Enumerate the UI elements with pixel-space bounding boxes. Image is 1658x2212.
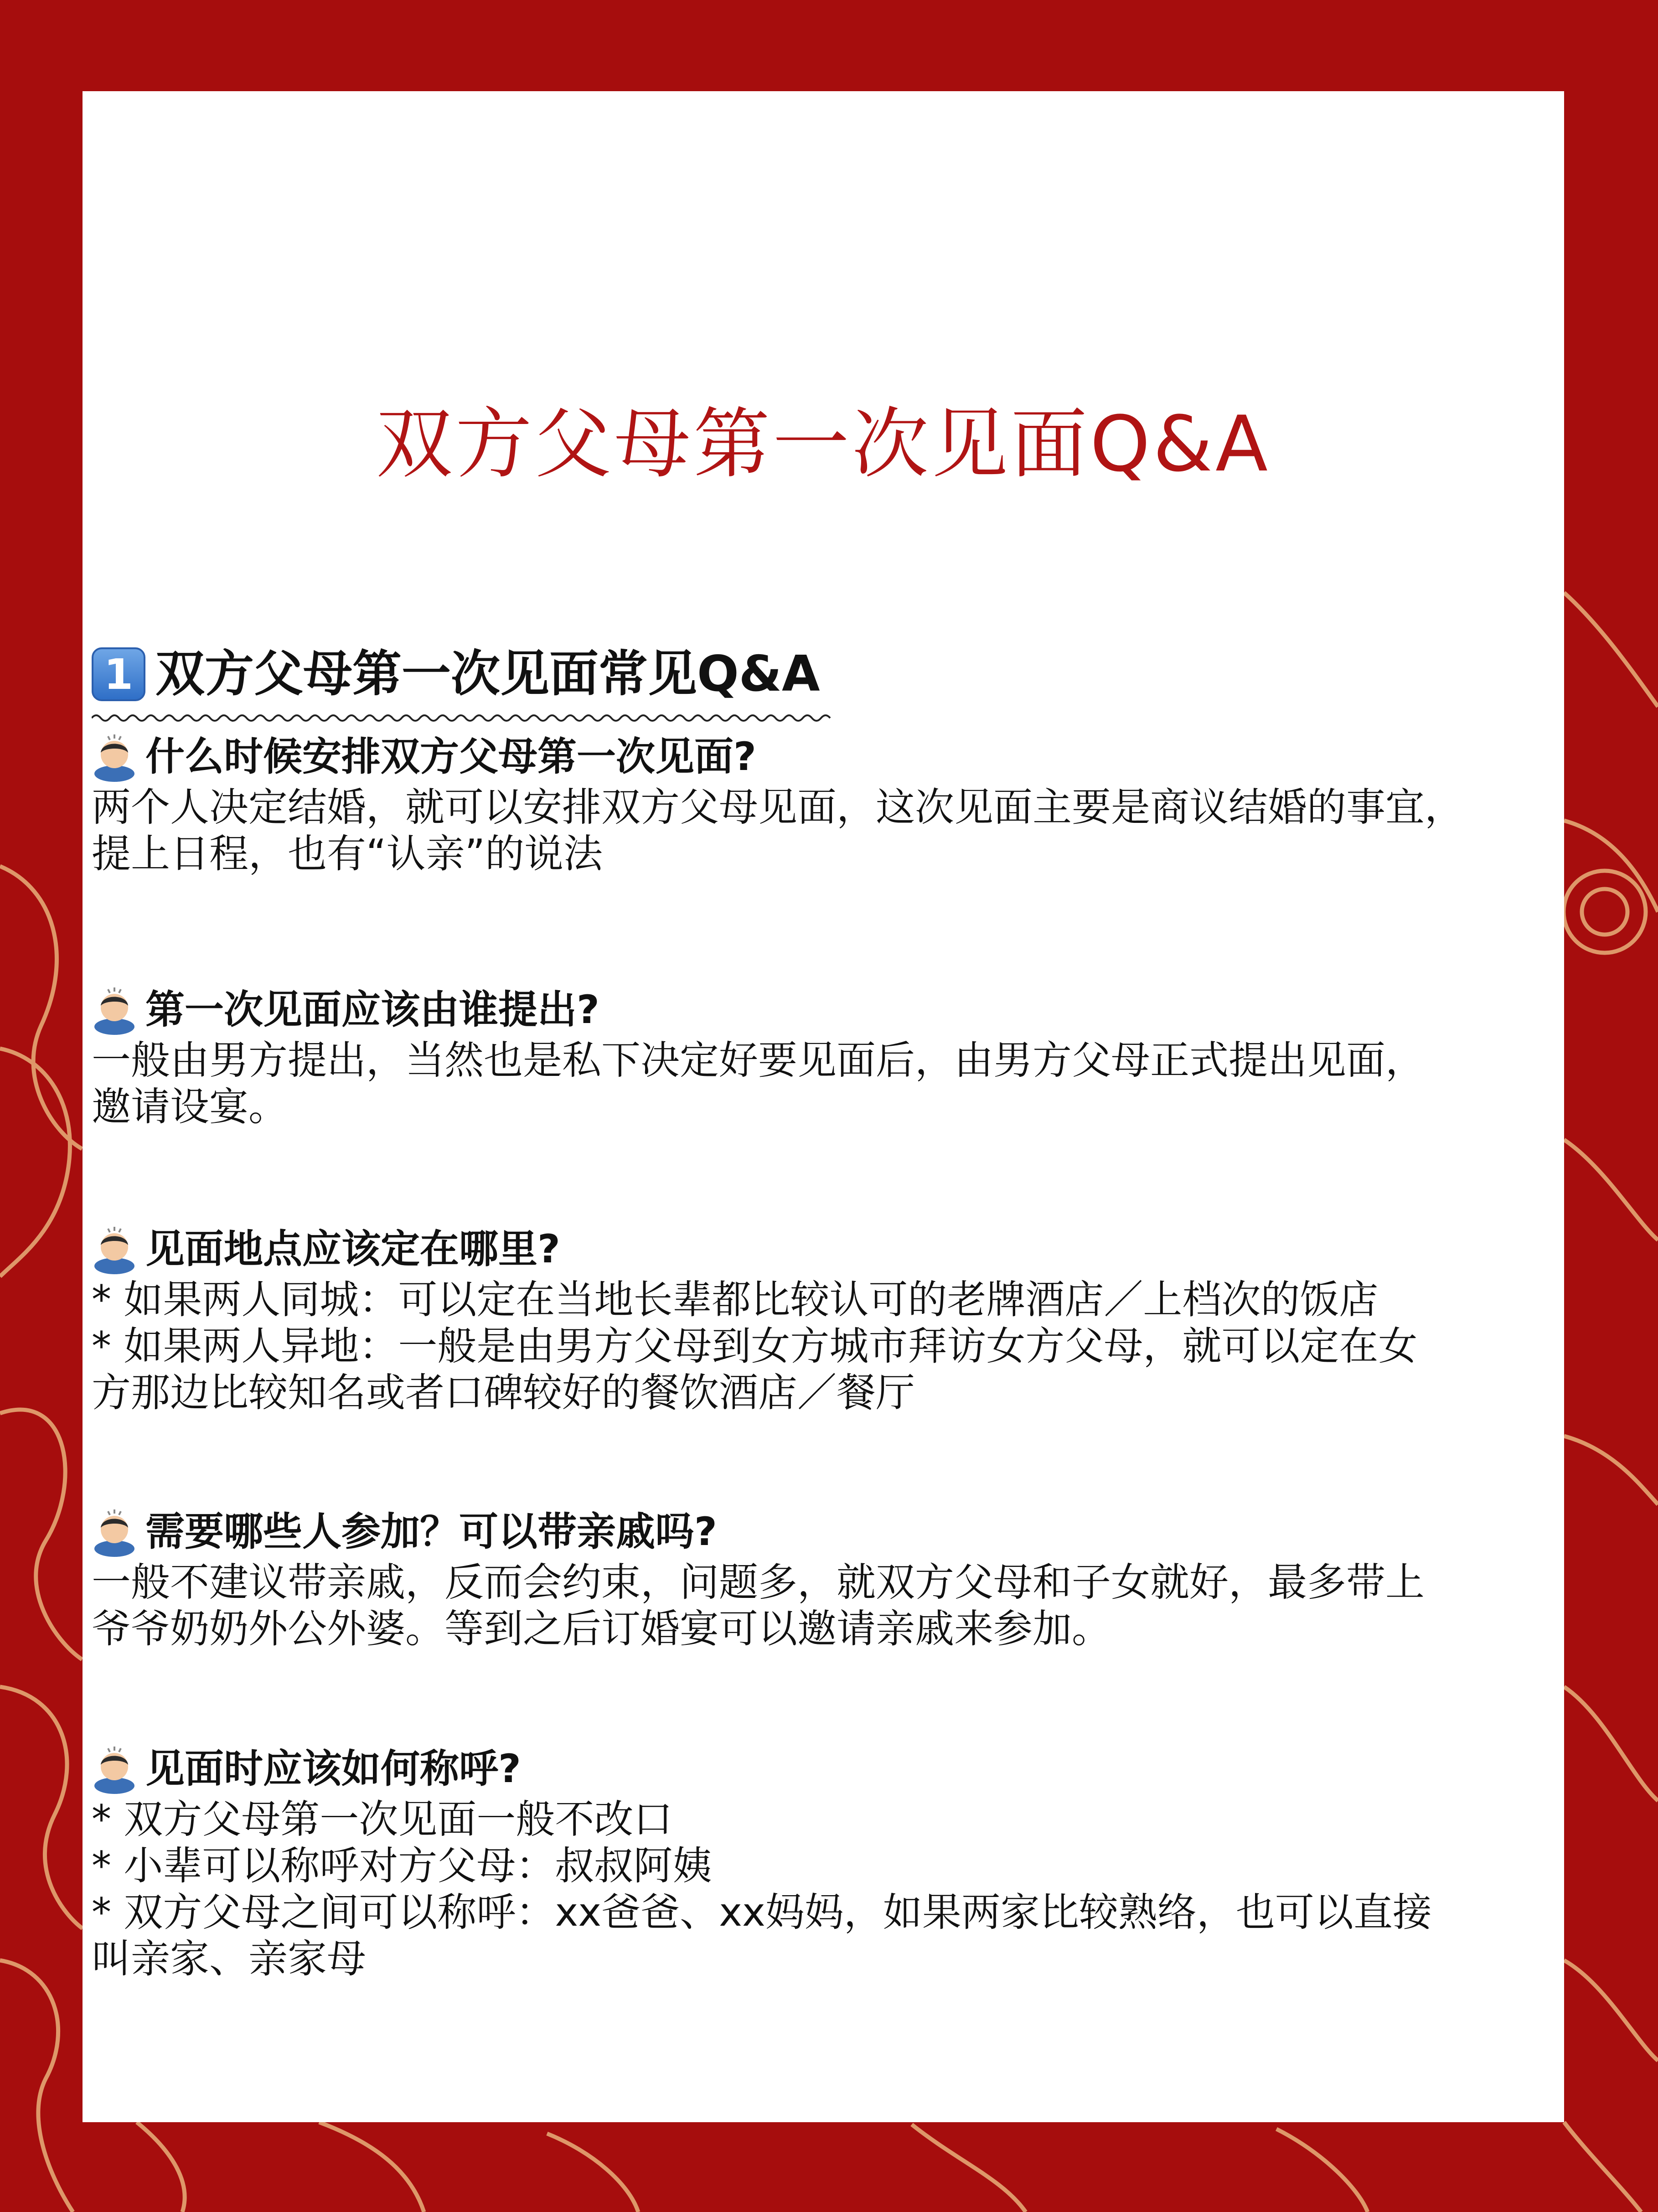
question-text: 见面时应该如何称呼? <box>145 1746 521 1792</box>
qa-item <box>92 1504 1564 1652</box>
qa-item <box>92 729 1564 877</box>
answer-line: * 如果两人异地：一般是由男方父母到女方城市拜访女方父母，就可以定在女 <box>92 1323 1418 1369</box>
answer-line: * 双方父母第一次见面一般不改口 <box>92 1797 673 1842</box>
question-line <box>92 1742 1564 1796</box>
section-heading-text: 双方父母第一次见面常见Q&A <box>155 646 820 703</box>
answer-line: 一般由男方提出，当然也是私下决定好要见面后，由男方父母正式提出见面， <box>92 1038 1425 1083</box>
answer-line: 爷爷奶奶外公外婆。等到之后订婚宴可以邀请亲戚来参加。 <box>92 1606 1111 1652</box>
person-bowing-icon <box>92 1744 137 1794</box>
qa-item <box>92 1742 1564 1982</box>
question-line <box>92 1504 1564 1559</box>
person-bowing-icon <box>92 985 137 1035</box>
question-text: 第一次见面应该由谁提出? <box>145 987 599 1033</box>
keycap-digit: 1 <box>103 650 133 699</box>
qa-item <box>92 1222 1564 1416</box>
question-line <box>92 1222 1564 1277</box>
question-line <box>92 982 1564 1037</box>
page-title: 双方父母第一次见面Q&A <box>376 399 1271 489</box>
person-bowing-icon <box>92 1507 137 1557</box>
answer-line: * 小辈可以称呼对方父母：叔叔阿姨 <box>92 1843 712 1889</box>
wavy-underline <box>92 711 853 725</box>
answer-line: 提上日程，也有“认亲”的说法 <box>92 831 603 877</box>
question-text: 需要哪些人参加？可以带亲戚吗? <box>145 1509 717 1555</box>
question-line <box>92 729 1564 784</box>
section-heading <box>92 647 820 701</box>
question-text: 什么时候安排双方父母第一次见面? <box>145 734 756 780</box>
content-card <box>83 91 1564 2122</box>
answer-line: 邀请设宴。 <box>92 1084 288 1130</box>
answer-line: 一般不建议带亲戚，反而会约束，问题多，就双方父母和子女就好，最多带上 <box>92 1560 1425 1605</box>
answer-line: * 双方父母之间可以称呼：xx爸爸、xx妈妈，如果两家比较熟络，也可以直接 <box>92 1890 1432 1935</box>
question-text: 见面地点应该定在哪里? <box>145 1226 560 1272</box>
answer-line: 叫亲家、亲家母 <box>92 1936 366 1982</box>
qa-item <box>92 982 1564 1130</box>
person-bowing-icon <box>92 732 137 782</box>
keycap-number-icon <box>92 647 145 701</box>
answer-line: 两个人决定结婚，就可以安排双方父母见面，这次见面主要是商议结婚的事宜， <box>92 785 1464 830</box>
answer-line: 方那边比较知名或者口碑较好的餐饮酒店／餐厅 <box>92 1370 915 1416</box>
person-bowing-icon <box>92 1224 137 1274</box>
answer-line: * 如果两人同城：可以定在当地长辈都比较认可的老牌酒店／上档次的饭店 <box>92 1277 1379 1323</box>
